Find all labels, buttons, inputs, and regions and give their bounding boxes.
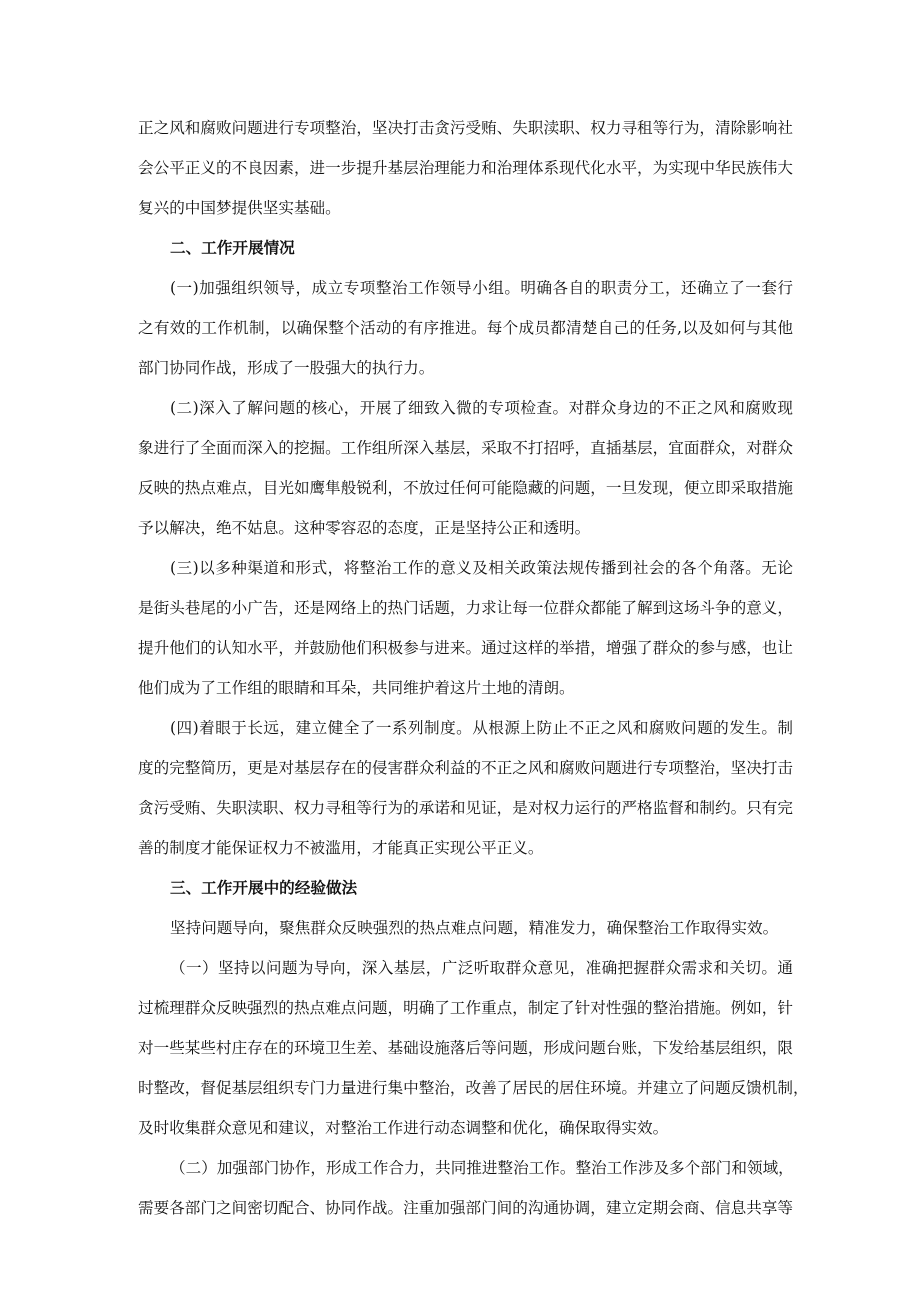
text-line: 复兴的中国梦提供坚实基础。 — [138, 199, 341, 217]
text-line: 过梳理群众反映强烈的热点难点问题，明确了工作重点，制定了针对性强的整治措施。例如，针 — [138, 999, 793, 1017]
text-line: 度的完整简历，更是对基层存在的侵害群众利益的不正之风和腐败问题进行专项整治，坚决打击 — [138, 759, 793, 777]
section-heading: 三、工作开展中的经验做法 — [170, 878, 358, 897]
text-line: (四)着眼于长远，建立健全了一系列制度。从根源上防止不正之风和腐败问题的发生。制 — [170, 719, 793, 737]
text-line: 部门协同作战，形成了一股强大的执行力。 — [138, 359, 435, 377]
text-line: 对一些某些村庄存在的环境卫生差、基础设施落后等问题，形成问题台账，下发给基层组织，限 — [138, 1039, 793, 1057]
text-line: 正之风和腐败问题进行专项整治，坚决打击贪污受贿、失职渎职、权力寻租等行为，清除影响社 — [138, 119, 793, 137]
text-line: 贪污受贿、失职渎职、权力寻租等行为的承诺和见证，是对权力运行的严格监督和制约。只有完 — [138, 799, 793, 817]
text-line: （二）加强部门协作，形成工作合力，共同推进整治工作。整治工作涉及多个部门和领域， — [170, 1159, 794, 1177]
text-line: 会公平正义的不良因素，进一步提升基层治理能力和治理体系现代化水平，为实现中华民族伟大 — [138, 159, 793, 177]
text-line: 是街头巷尾的小广告，还是网络上的热门话题，力求让每一位群众都能了解到这场斗争的意义， — [138, 599, 793, 617]
text-line: (三)以多种渠道和形式，将整治工作的意义及相关政策法规传播到社会的各个角落。无论 — [170, 559, 793, 577]
text-line: 时整改，督促基层组织专门力量进行集中整治，改善了居民的居住环境。并建立了问题反馈机制， — [138, 1079, 809, 1097]
text-line: 之有效的工作机制，以确保整个活动的有序推进。每个成员都清楚自己的任务,以及如何与其他 — [138, 319, 793, 337]
text-line: (一)加强组织领导，成立专项整治工作领导小组。明确各自的职责分工，还确立了一套行 — [170, 279, 793, 297]
section-heading: 二、工作开展情况 — [170, 238, 295, 257]
text-line: 需要各部门之间密切配合、协同作战。注重加强部门间的沟通协调，建立定期会商、信息共享等 — [138, 1199, 793, 1217]
text-line: 他们成为了工作组的眼睛和耳朵，共同维护着这片土地的清朗。 — [138, 679, 575, 697]
text-line: 及时收集群众意见和建议，对整治工作进行动态调整和优化，确保取得实效。 — [138, 1119, 669, 1137]
text-line: 提升他们的认知水平，并鼓励他们积极参与进来。通过这样的举措，增强了群众的参与感，也让 — [138, 639, 793, 657]
text-line: 善的制度才能保证权力不被滥用，才能真正实现公平正义。 — [138, 839, 544, 857]
text-line: 坚持问题导向，聚焦群众反映强烈的热点难点问题，精准发力，确保整治工作取得实效。 — [170, 919, 779, 937]
text-line: 反映的热点难点，目光如鹰隼般锐利，不放过任何可能隐藏的问题，一旦发现，便立即采取措施 — [138, 479, 793, 497]
text-line: （一）坚持以问题为导向，深入基层，广泛听取群众意见，准确把握群众需求和关切。通 — [170, 959, 793, 977]
text-line: (二)深入了解问题的核心，开展了细致入微的专项检查。对群众身边的不正之风和腐败现 — [170, 399, 793, 417]
text-line: 予以解决，绝不姑息。这种零容忍的态度，正是坚持公正和透明。 — [138, 519, 591, 537]
text-line: 象进行了全面而深入的挖掘。工作组所深入基层，采取不打招呼，直插基层，宜面群众，对群众 — [138, 439, 793, 457]
